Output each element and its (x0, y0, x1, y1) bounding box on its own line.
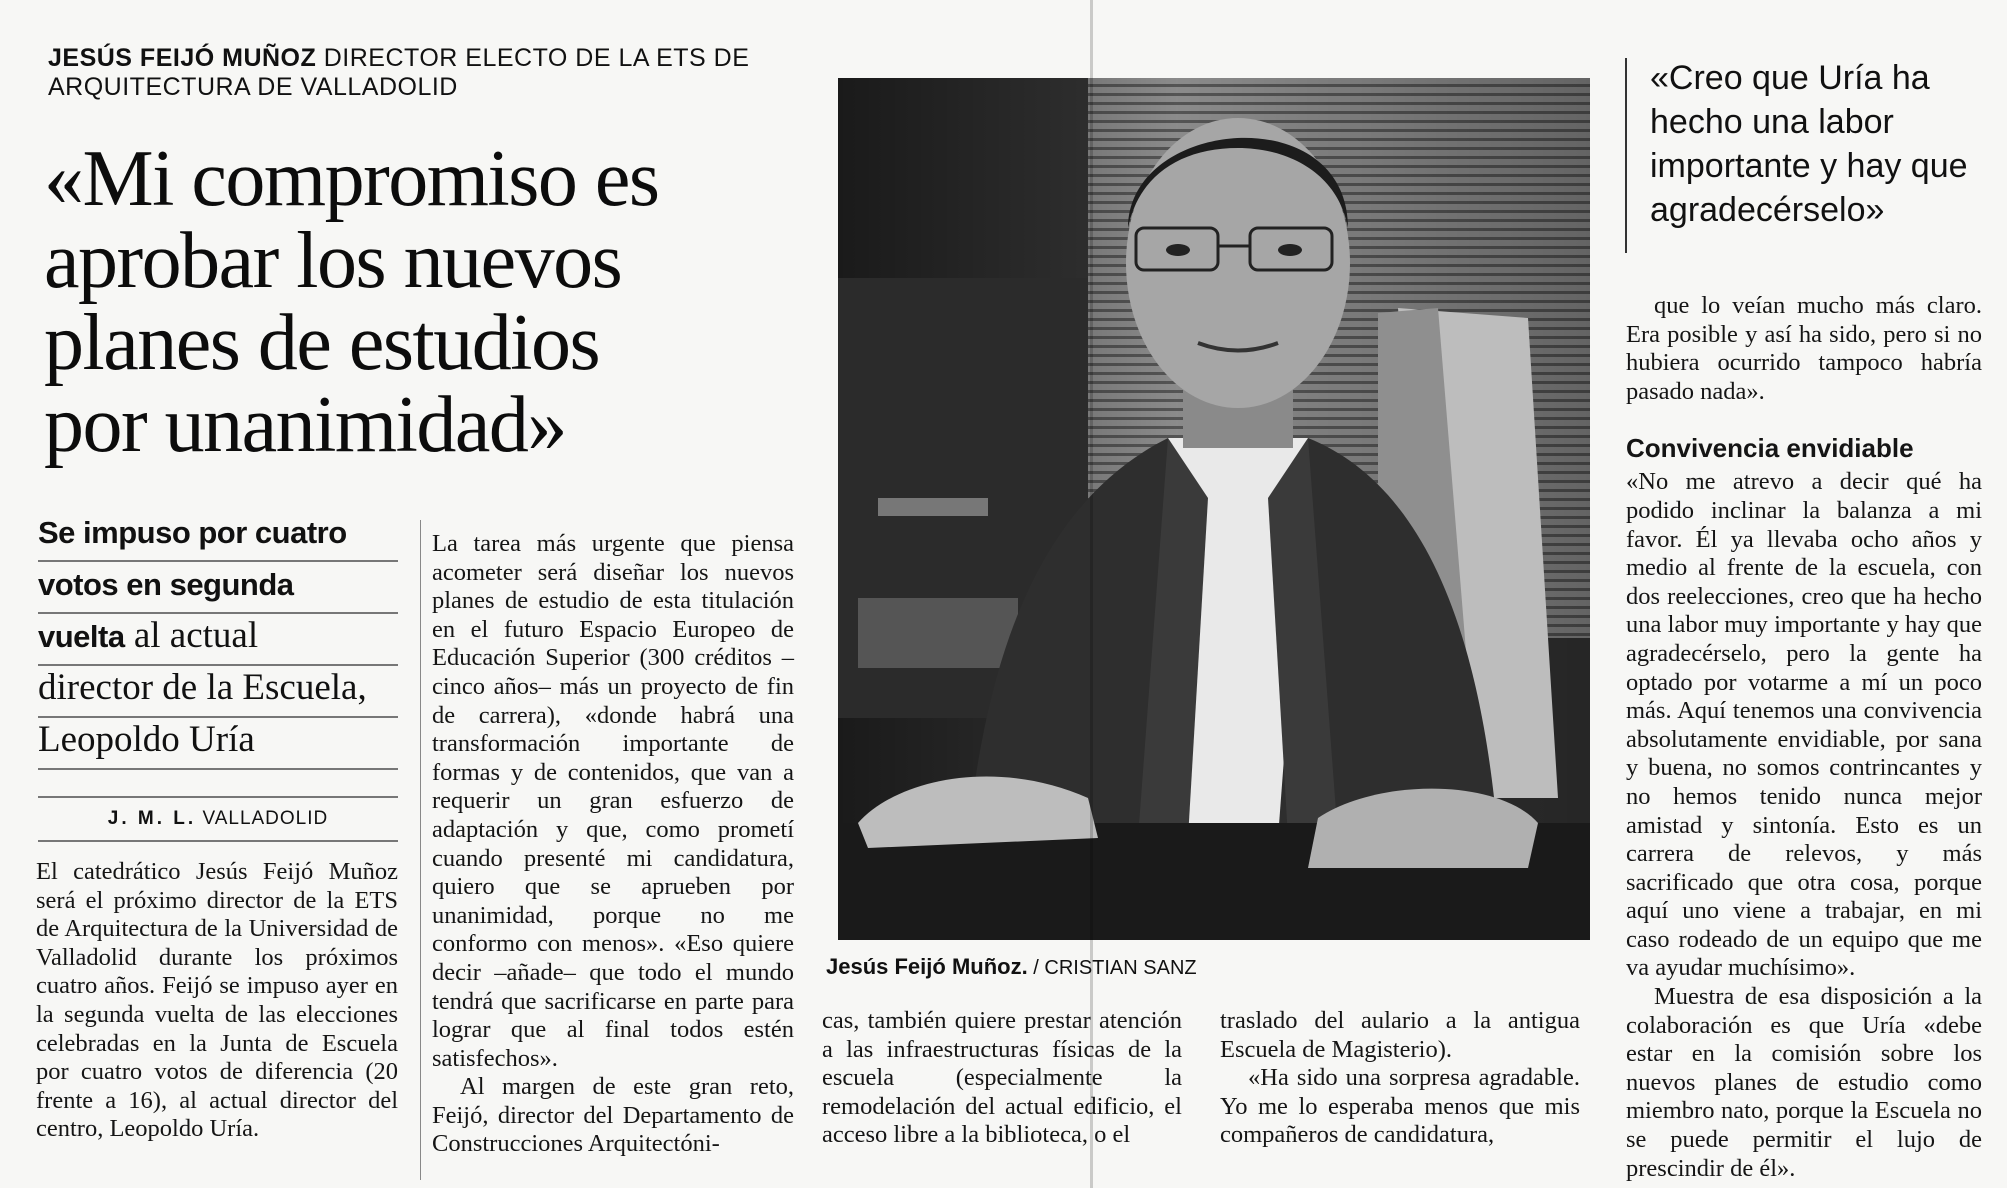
paragraph: La tarea más urgente que piensa acometer será diseñar los nuevos planes de estudio de esta titulación en el futuro Espacio Europeo de Educación Superior (300 créditos –cinco años– más un proyecto de fin de carrera), «donde habrá una transformación importante de formas y de contenidos, que van a requerir un gran esfuerzo de adaptación y que, como prometí cuando presenté mi candidatura, quiero que se aprueben por unanimidad, porque no me conformo con menos». «Eso quiere decir –añade– que todo el mundo tendrá que sacrificarse en parte para lograr que al final todos estén satisfechos». (432, 530, 794, 1072)
deck (38, 510, 398, 770)
byline (38, 796, 398, 842)
photo-caption (826, 954, 1586, 981)
headline-line: por unanimidad» (44, 381, 566, 469)
kicker-role: DIRECTOR ELECTO DE LA ETS DE (323, 44, 750, 72)
deck-bold: votos en segunda (38, 567, 294, 602)
kicker-name: JESÚS FEIJÓ MUÑOZ (48, 44, 317, 72)
headline-line: aprobar los nuevos (44, 217, 622, 305)
deck-line (38, 562, 398, 614)
article-column-4 (1220, 1007, 1580, 1150)
headline-line: planes de estudios (44, 299, 600, 387)
portrait-illustration (838, 78, 1590, 940)
kicker-role-2: ARQUITECTURA DE VALLADOLID (48, 73, 458, 101)
headline (44, 135, 804, 469)
kicker (48, 44, 808, 102)
paragraph: El catedrático Jesús Feijó Muñoz será el próximo director de la ETS de Arquitectura de la Universidad de Valladolid durante los próximos cuatro años. Feijó se impuso ayer en la segunda vuelta de las elecciones celebradas en la Junta de Escuela por cuatro votos de diferencia (20 frente a 16), al actual director del centro, Leopoldo Uría. (36, 858, 398, 1143)
deck-line (38, 614, 398, 666)
byline-place: VALLADOLID (202, 808, 329, 829)
paragraph: que lo veían mucho más claro. Era posible y así ha sido, pero si no hubiera ocurrido tampoco habría pasado nada». (1626, 292, 1982, 405)
article-column-5 (1626, 292, 1982, 1183)
deck-line (38, 510, 398, 562)
paragraph: traslado del aulario a la antigua Escuela de Magisterio). (1220, 1007, 1580, 1063)
article-column-2 (432, 530, 794, 1159)
portrait-photo (838, 78, 1590, 940)
caption-name: Jesús Feijó Muñoz. (826, 954, 1028, 979)
article-column-1 (36, 858, 398, 1144)
deck-line (38, 718, 398, 770)
paragraph: cas, también quiere prestar atención a las infraestructuras físicas de la escuela (especialmente la remodelación del actual edificio, el acceso libre a la biblioteca, o el (822, 1007, 1182, 1149)
column-rule (420, 520, 421, 1180)
deck-regular: al actual (124, 615, 259, 656)
deck-bold: vuelta (38, 619, 125, 654)
pullquote-rule (1625, 58, 1627, 253)
paragraph: «Ha sido una sorpresa agradable. Yo me lo esperaba menos que mis compañeros de candidatura, (1220, 1064, 1580, 1149)
paragraph: Al margen de este gran reto, Feijó, director del Departamento de Construcciones Arquitectóni- (432, 1073, 794, 1158)
caption-credit: / CRISTIAN SANZ (1033, 957, 1197, 979)
pull-quote: «Creo que Uría ha hecho una labor importante y hay que agradecérselo» (1650, 59, 1968, 229)
headline-line: «Mi compromiso es (44, 135, 659, 223)
deck-regular: Leopoldo Uría (38, 719, 255, 760)
deck-regular: director de la Escuela, (38, 667, 367, 708)
deck-line (38, 666, 398, 718)
article-column-3 (822, 1007, 1182, 1150)
paragraph: Muestra de esa disposición a la colaboración es que Uría «debe estar en la comisión sobre los nuevos planes de estudio como miembro nato, porque la Escuela no se puede permitir el lujo de prescindir de él». (1626, 983, 1982, 1182)
deck-bold: Se impuso por cuatro (38, 515, 347, 550)
paragraph: «No me atrevo a decir qué ha podido inclinar la balanza a mi favor. Él ya llevaba ocho años y medio al frente de la escuela, con dos reelecciones, creo que ha hecho una labor muy importante y hay que agradecérselo, pero la gente ha optado por votarme a mí un poco más. Aquí tenemos una convivencia absolutamente envidiable, por sana y buena, no somos contrincantes y no hemos tenido nunca mejor amistad y sintonía. Esto es un carrera de relevos, y más sacrificado que otra cosa, porque aquí uno viene a trabajar, en mi caso rodeado de un equipo que me va ayudar muchísimo». (1626, 468, 1982, 982)
subheading: Convivencia envidiable (1626, 433, 1914, 464)
byline-author: J. M. L. (107, 808, 197, 829)
